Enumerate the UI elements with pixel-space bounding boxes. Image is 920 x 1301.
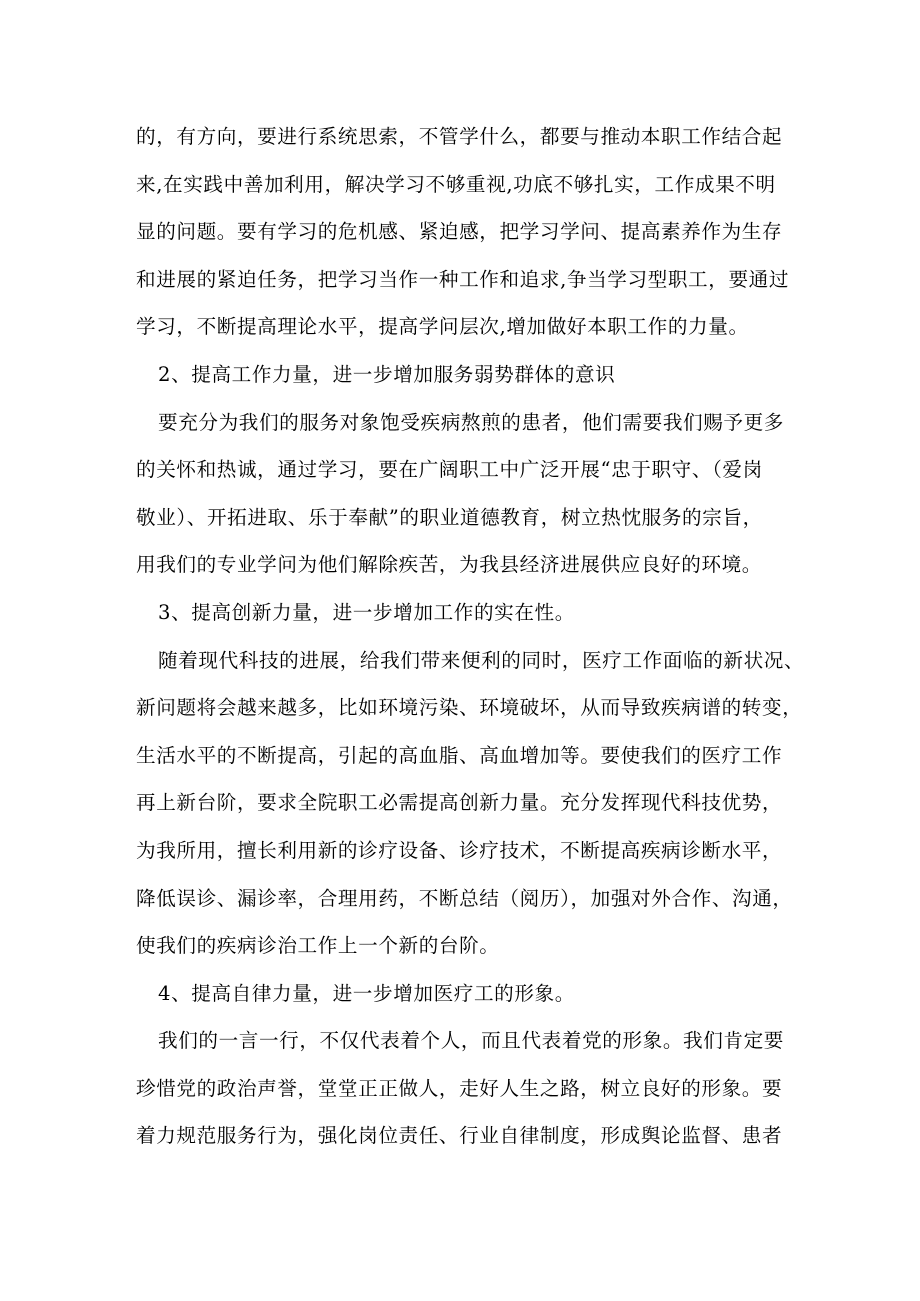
text-line: 学习，不断提高理论水平，提高学问层次,增加做好本职工作的力量。 [136,315,749,339]
section-heading: 2、提高工作力量，进一步增加服务弱势群体的意识 [158,362,616,386]
text-line: 生活水平的不断提高，引起的高血脂、高血增加等。要使我们的医疗工作 [136,743,783,767]
text-line: 使我们的疾病诊治工作上一个新的台阶。 [136,934,500,958]
text-line: 为我所用，擅长利用新的诊疗设备、诊疗技术，不断提高疾病诊断水平， [136,838,783,862]
text-line: 新问题将会越来越多，比如环境污染、环境破坏，从而导致疾病谱的转变， [136,696,803,720]
text-line: 降低误诊、漏诊率，合理用药，不断总结（阅历），加强对外合作、沟通， [136,886,793,910]
text-line: 再上新台阶，要求全院职工必需提高创新力量。充分发挥现代科技优势， [136,791,783,815]
text-line: 随着现代科技的进展，给我们带来便利的同时，医疗工作面临的新状况、 [158,648,805,672]
text-line: 来,在实践中善加利用，解决学习不够重视,功底不够扎实，工作成果不明 [136,172,776,196]
text-line: 的，有方向，要进行系统思索，不管学什么，都要与推动本职工作结合起 [136,125,783,148]
text-line: 珍惜党的政治声誉，堂堂正正做人，走好人生之路，树立良好的形象。要 [136,1076,783,1100]
section-heading: 3、提高创新力量，进一步增加工作的实在性。 [158,600,575,624]
text-line: 和进展的紧迫任务，把学习当作一种工作和追求,争当学习型职工，要通过 [136,267,790,291]
text-line: 着力规范服务行为，强化岗位责任、行业自律制度，形成舆论监督、患者 [136,1124,783,1148]
document-body [136,113,805,1160]
section-heading: 4、提高自律力量，进一步增加医疗工的形象。 [158,981,575,1005]
text-line: 显的问题。要有学习的危机感、紧迫感，把学习学问、提高素养作为生存 [136,220,783,244]
text-line: 的关怀和热诚，通过学习，要在广阔职工中广泛开展“忠于职守、（爱岗 [136,458,763,482]
text-line: 用我们的专业学问为他们解除疾苦，为我县经济进展供应良好的环境。 [136,553,763,577]
text-line: 敬业）、开拓进取、乐于奉献”的职业道德教育，树立热忱服务的宗旨， [136,505,763,529]
text-line: 我们的一言一行，不仅代表着个人，而且代表着党的形象。我们肯定要 [158,1029,785,1053]
text-line: 要充分为我们的服务对象饱受疾病熬煎的患者，他们需要我们赐予更多 [158,410,785,434]
